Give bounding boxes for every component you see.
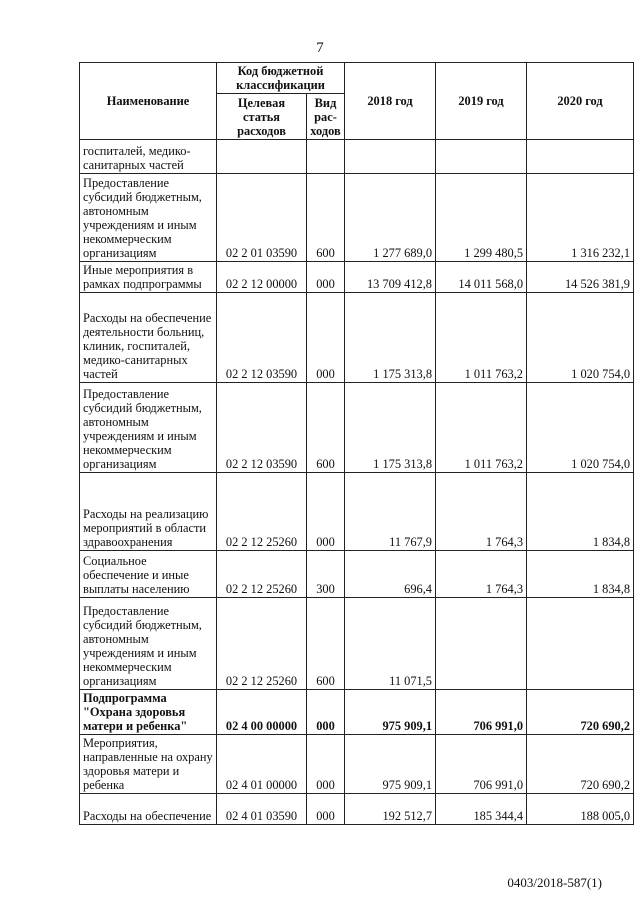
row-target-code: 02 4 00 00000 xyxy=(217,690,307,735)
row-expense-kind: 000 xyxy=(307,473,345,551)
row-expense-kind: 600 xyxy=(307,174,345,262)
row-name: Расходы на обеспечение деятельности больниц, клиник, госпиталей, медико-санитарных частей xyxy=(80,293,217,383)
table-row xyxy=(80,383,634,473)
table-header xyxy=(80,63,634,140)
row-value-2018: 1 277 689,0 xyxy=(345,174,436,262)
row-value-2020: 720 690,2 xyxy=(527,735,634,794)
row-target-code: 02 2 12 25260 xyxy=(217,551,307,598)
row-name: Мероприятия, направленные на охрану здоровья матери и ребенка xyxy=(80,735,217,794)
header-code-group: Код бюджетной классификации xyxy=(217,63,345,94)
row-expense-kind: 000 xyxy=(307,794,345,825)
table-row xyxy=(80,262,634,293)
row-value-2020: 720 690,2 xyxy=(527,690,634,735)
table-row xyxy=(80,140,634,174)
row-expense-kind: 000 xyxy=(307,293,345,383)
header-2020: 2020 год xyxy=(527,63,634,140)
row-value-2018: 11 767,9 xyxy=(345,473,436,551)
row-value-2020 xyxy=(527,598,634,690)
row-value-2019: 706 991,0 xyxy=(436,690,527,735)
table-row xyxy=(80,794,634,825)
row-value-2020: 1 834,8 xyxy=(527,551,634,598)
table-row xyxy=(80,690,634,735)
row-value-2018: 1 175 313,8 xyxy=(345,293,436,383)
header-name: Наименование xyxy=(80,63,217,140)
table-row xyxy=(80,174,634,262)
header-kind: Вид рас-ходов xyxy=(307,94,345,140)
row-expense-kind: 600 xyxy=(307,598,345,690)
row-value-2020: 1 020 754,0 xyxy=(527,293,634,383)
row-value-2020: 188 005,0 xyxy=(527,794,634,825)
table-row xyxy=(80,293,634,383)
row-target-code: 02 4 01 00000 xyxy=(217,735,307,794)
row-target-code: 02 4 01 03590 xyxy=(217,794,307,825)
budget-table xyxy=(79,62,634,825)
row-value-2018: 975 909,1 xyxy=(345,690,436,735)
row-value-2019: 14 011 568,0 xyxy=(436,262,527,293)
row-value-2019: 1 299 480,5 xyxy=(436,174,527,262)
row-expense-kind: 000 xyxy=(307,690,345,735)
row-value-2018: 1 175 313,8 xyxy=(345,383,436,473)
row-value-2018: 975 909,1 xyxy=(345,735,436,794)
table-row xyxy=(80,473,634,551)
row-value-2018: 13 709 412,8 xyxy=(345,262,436,293)
row-value-2019: 1 011 763,2 xyxy=(436,383,527,473)
page-number: 7 xyxy=(316,40,324,56)
header-2018: 2018 год xyxy=(345,63,436,140)
row-value-2018 xyxy=(345,140,436,174)
row-expense-kind: 000 xyxy=(307,735,345,794)
row-value-2020: 1 834,8 xyxy=(527,473,634,551)
row-name: Расходы на обеспечение xyxy=(80,794,217,825)
row-expense-kind xyxy=(307,140,345,174)
row-target-code xyxy=(217,140,307,174)
row-name: Предоставление субсидий бюджетным, автономным учреждениям и иным некоммерческим организациям xyxy=(80,383,217,473)
row-target-code: 02 2 12 00000 xyxy=(217,262,307,293)
row-value-2019 xyxy=(436,140,527,174)
row-value-2019: 1 764,3 xyxy=(436,473,527,551)
row-name: Социальное обеспечение и иные выплаты населению xyxy=(80,551,217,598)
row-value-2019: 1 764,3 xyxy=(436,551,527,598)
header-target: Целевая статья расходов xyxy=(217,94,307,140)
row-value-2019: 185 344,4 xyxy=(436,794,527,825)
document-id: 0403/2018-587(1) xyxy=(507,875,602,890)
row-value-2020: 1 020 754,0 xyxy=(527,383,634,473)
row-value-2018: 11 071,5 xyxy=(345,598,436,690)
row-value-2020: 14 526 381,9 xyxy=(527,262,634,293)
row-value-2018: 192 512,7 xyxy=(345,794,436,825)
row-name: Предоставление субсидий бюджетным, автономным учреждениям и иным некоммерческим организациям xyxy=(80,174,217,262)
row-value-2020 xyxy=(527,140,634,174)
table-row xyxy=(80,551,634,598)
row-name: Предоставление субсидий бюджетным, автономным учреждениям и иным некоммерческим организациям xyxy=(80,598,217,690)
row-target-code: 02 2 12 25260 xyxy=(217,473,307,551)
header-2019: 2019 год xyxy=(436,63,527,140)
row-value-2019: 706 991,0 xyxy=(436,735,527,794)
row-target-code: 02 2 12 03590 xyxy=(217,293,307,383)
row-expense-kind: 000 xyxy=(307,262,345,293)
table-row xyxy=(80,735,634,794)
row-value-2018: 696,4 xyxy=(345,551,436,598)
table-row xyxy=(80,598,634,690)
row-expense-kind: 300 xyxy=(307,551,345,598)
row-target-code: 02 2 01 03590 xyxy=(217,174,307,262)
row-target-code: 02 2 12 03590 xyxy=(217,383,307,473)
row-value-2019 xyxy=(436,598,527,690)
row-value-2020: 1 316 232,1 xyxy=(527,174,634,262)
table-body xyxy=(80,140,634,825)
row-name: госпиталей, медико-санитарных частей xyxy=(80,140,217,174)
row-name: Подпрограмма "Охрана здоровья матери и ребенка" xyxy=(80,690,217,735)
row-name: Иные мероприятия в рамках подпрограммы xyxy=(80,262,217,293)
row-name: Расходы на реализацию мероприятий в области здравоохранения xyxy=(80,473,217,551)
row-target-code: 02 2 12 25260 xyxy=(217,598,307,690)
row-value-2019: 1 011 763,2 xyxy=(436,293,527,383)
row-expense-kind: 600 xyxy=(307,383,345,473)
